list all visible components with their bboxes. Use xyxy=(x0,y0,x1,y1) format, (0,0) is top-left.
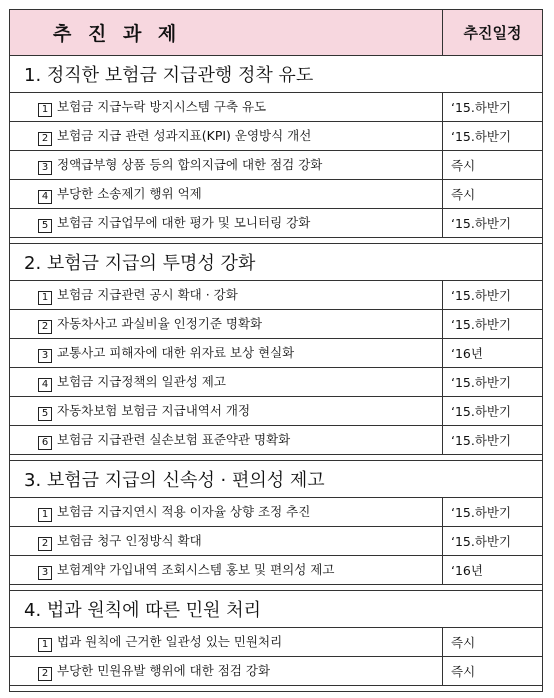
schedule-cell: ‘15.하반기 xyxy=(443,397,543,426)
task-text: 자동차사고 과실비율 인정기준 명확화 xyxy=(57,316,263,331)
task-cell xyxy=(10,180,443,209)
item-number-box: 1 xyxy=(38,291,52,305)
section-row xyxy=(10,56,543,93)
item-number-box: 3 xyxy=(38,161,52,175)
item-number-box: 2 xyxy=(38,132,52,146)
task-schedule-table xyxy=(9,9,543,692)
schedule-cell: 즉시 xyxy=(443,657,543,686)
item-number-box: 2 xyxy=(38,320,52,334)
section-title: 1. 정직한 보험금 지급관행 정착 유도 xyxy=(10,56,543,93)
header-task: 추 진 과 제 xyxy=(10,10,443,56)
task-cell xyxy=(10,339,443,368)
section-gap xyxy=(10,686,543,692)
schedule-cell: ‘15.하반기 xyxy=(443,498,543,527)
schedule-cell: ‘15.하반기 xyxy=(443,310,543,339)
section-row xyxy=(10,591,543,628)
item-number-box: 1 xyxy=(38,638,52,652)
item-number-box: 2 xyxy=(38,537,52,551)
table-row xyxy=(10,426,543,455)
section-row xyxy=(10,461,543,498)
table-row xyxy=(10,628,543,657)
item-number-box: 5 xyxy=(38,219,52,233)
task-cell xyxy=(10,209,443,238)
item-number-box: 4 xyxy=(38,190,52,204)
task-cell xyxy=(10,310,443,339)
table-row xyxy=(10,498,543,527)
schedule-cell: ‘15.하반기 xyxy=(443,209,543,238)
table-row xyxy=(10,180,543,209)
item-number-box: 2 xyxy=(38,667,52,681)
task-cell xyxy=(10,498,443,527)
task-text: 교통사고 피해자에 대한 위자료 보상 현실화 xyxy=(57,345,295,360)
schedule-cell: ‘16년 xyxy=(443,339,543,368)
schedule-cell: ‘15.하반기 xyxy=(443,368,543,397)
item-number-box: 4 xyxy=(38,378,52,392)
task-text: 보험금 지급 관련 성과지표(KPI) 운영방식 개선 xyxy=(57,128,312,143)
section-title: 2. 보험금 지급의 투명성 강화 xyxy=(10,244,543,281)
task-text: 자동차보험 보험금 지급내역서 개정 xyxy=(57,403,251,418)
task-cell xyxy=(10,527,443,556)
task-text: 보험계약 가입내역 조회시스템 홍보 및 편의성 제고 xyxy=(57,562,335,577)
table-row xyxy=(10,339,543,368)
task-text: 부당한 소송제기 행위 억제 xyxy=(57,186,202,201)
task-cell xyxy=(10,122,443,151)
task-text: 보험금 지급정책의 일관성 제고 xyxy=(57,374,226,389)
task-text: 부당한 민원유발 행위에 대한 점검 강화 xyxy=(57,663,271,678)
task-cell xyxy=(10,426,443,455)
table-row xyxy=(10,310,543,339)
table-row xyxy=(10,151,543,180)
task-text: 보험금 지급관련 공시 확대 · 강화 xyxy=(57,287,238,302)
schedule-cell: ‘15.하반기 xyxy=(443,426,543,455)
schedule-cell: ‘15.하반기 xyxy=(443,93,543,122)
task-cell xyxy=(10,151,443,180)
task-cell xyxy=(10,397,443,426)
table-row xyxy=(10,368,543,397)
table-row xyxy=(10,397,543,426)
task-cell xyxy=(10,657,443,686)
item-number-box: 3 xyxy=(38,349,52,363)
task-text: 보험금 지급지연시 적용 이자율 상향 조정 추진 xyxy=(57,504,311,519)
schedule-cell: ‘15.하반기 xyxy=(443,122,543,151)
table-row xyxy=(10,93,543,122)
section-title: 3. 보험금 지급의 신속성 · 편의성 제고 xyxy=(10,461,543,498)
table-body xyxy=(10,56,543,692)
schedule-cell: 즉시 xyxy=(443,151,543,180)
task-text: 보험금 청구 인정방식 확대 xyxy=(57,533,202,548)
schedule-cell: ‘16년 xyxy=(443,556,543,585)
table-row xyxy=(10,657,543,686)
section-title: 4. 법과 원칙에 따른 민원 처리 xyxy=(10,591,543,628)
task-text: 보험금 지급누락 방지시스템 구축 유도 xyxy=(57,99,267,114)
task-text: 보험금 지급업무에 대한 평가 및 모니터링 강화 xyxy=(57,215,311,230)
item-number-box: 6 xyxy=(38,436,52,450)
table-row xyxy=(10,556,543,585)
section-row xyxy=(10,244,543,281)
table-row xyxy=(10,281,543,310)
header-row xyxy=(10,10,543,56)
header-schedule: 추진일정 xyxy=(443,10,543,56)
table-row xyxy=(10,209,543,238)
item-number-box: 3 xyxy=(38,566,52,580)
schedule-cell: 즉시 xyxy=(443,628,543,657)
item-number-box: 1 xyxy=(38,508,52,522)
task-cell xyxy=(10,93,443,122)
task-cell xyxy=(10,368,443,397)
table-row xyxy=(10,122,543,151)
gap-cell xyxy=(10,686,543,692)
task-cell xyxy=(10,556,443,585)
task-text: 정액급부형 상품 등의 합의지급에 대한 점검 강화 xyxy=(57,157,323,172)
table-row xyxy=(10,527,543,556)
task-cell xyxy=(10,628,443,657)
task-cell xyxy=(10,281,443,310)
item-number-box: 5 xyxy=(38,407,52,421)
schedule-cell: ‘15.하반기 xyxy=(443,527,543,556)
schedule-cell: ‘15.하반기 xyxy=(443,281,543,310)
schedule-cell: 즉시 xyxy=(443,180,543,209)
task-text: 법과 원칙에 근거한 일관성 있는 민원처리 xyxy=(57,634,283,649)
task-text: 보험금 지급관련 실손보험 표준약관 명확화 xyxy=(57,432,291,447)
item-number-box: 1 xyxy=(38,103,52,117)
